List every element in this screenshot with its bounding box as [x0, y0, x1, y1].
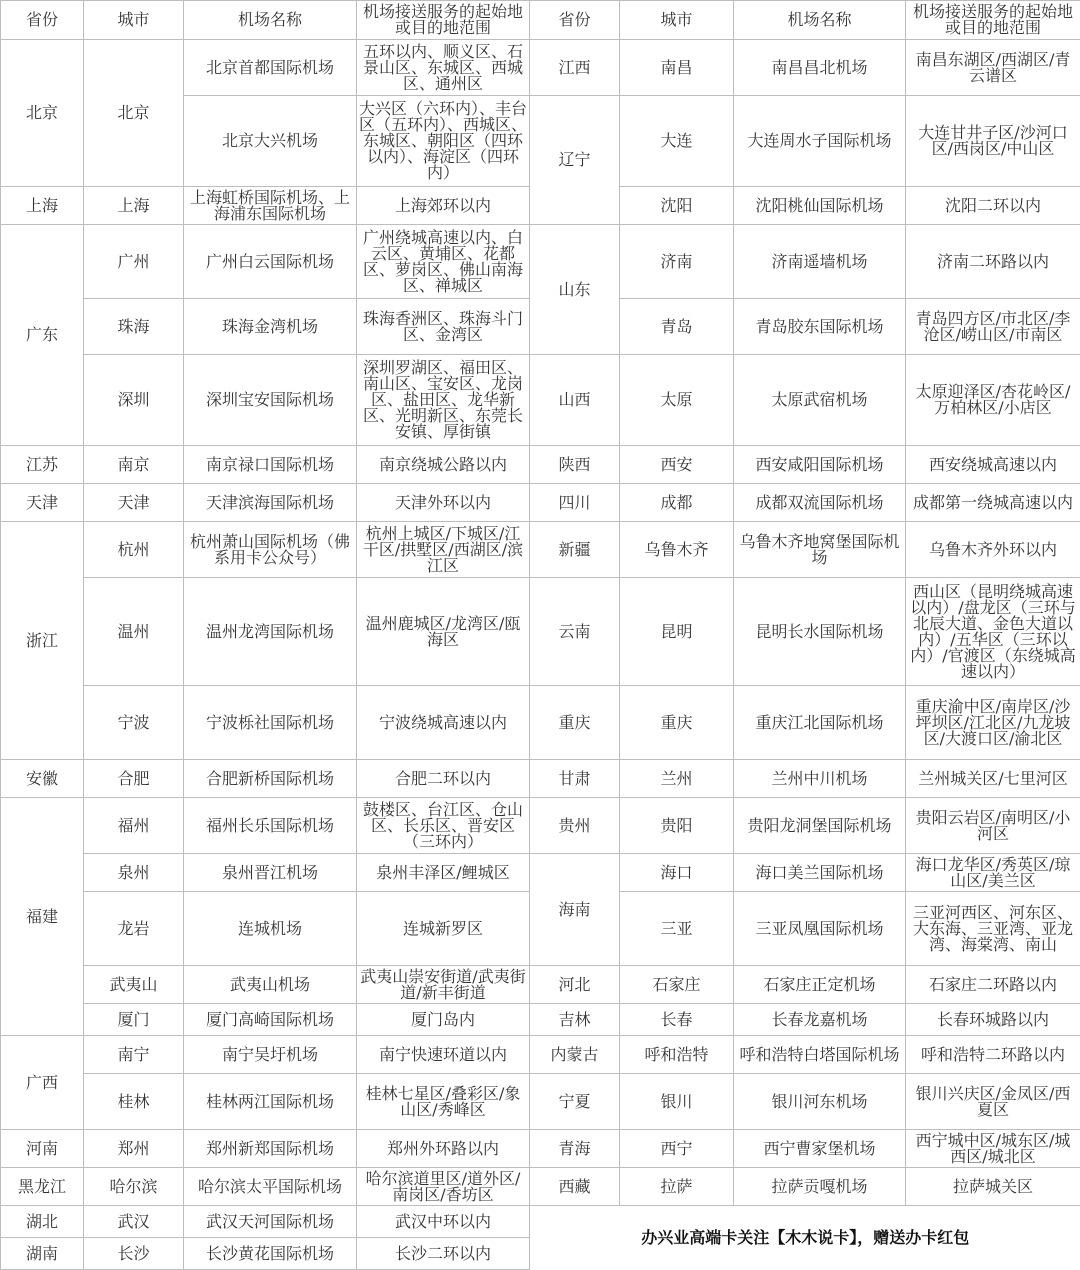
- table-row: [1, 40, 1080, 96]
- province-cell: 湖南: [1, 1238, 84, 1270]
- province-cell: 新疆: [530, 522, 620, 578]
- city-cell: 哈尔滨: [84, 1168, 184, 1206]
- province-cell: 北京: [1, 40, 84, 187]
- range-cell: 呼和浩特二环路以内: [906, 1036, 1080, 1074]
- range-cell: 大兴区（六环内）、丰台区（五环内）、西城区、东城区、朝阳区（四环以内）、海淀区（四环内）: [357, 96, 530, 187]
- range-cell: 南昌东湖区/西湖区/青云谱区: [906, 40, 1080, 96]
- city-cell: 深圳: [84, 355, 184, 446]
- city-cell: 广州: [84, 225, 184, 299]
- table-row: [1, 686, 1080, 760]
- city-cell: 三亚: [620, 892, 734, 966]
- airport-cell: 海口美兰国际机场: [734, 854, 906, 892]
- airport-cell: 武汉天河国际机场: [184, 1206, 357, 1238]
- header-range: 机场接送服务的起始地或目的地范围: [906, 1, 1080, 40]
- range-cell: 长沙二环以内: [357, 1238, 530, 1270]
- province-cell: 云南: [530, 578, 620, 686]
- airport-cell: 杭州萧山国际机场（佛系用卡公众号）: [184, 522, 357, 578]
- city-cell: 郑州: [84, 1130, 184, 1168]
- airport-cell: 南昌昌北机场: [734, 40, 906, 96]
- range-cell: 拉萨城关区: [906, 1168, 1080, 1206]
- city-cell: 宁波: [84, 686, 184, 760]
- airport-cell: 西安咸阳国际机场: [734, 446, 906, 484]
- range-cell: 天津外环以内: [357, 484, 530, 522]
- city-cell: 成都: [620, 484, 734, 522]
- airport-cell: 沈阳桃仙国际机场: [734, 187, 906, 225]
- city-cell: 银川: [620, 1074, 734, 1130]
- range-cell: 合肥二环以内: [357, 760, 530, 798]
- table-row: [1, 1168, 1080, 1206]
- airport-cell: 广州白云国际机场: [184, 225, 357, 299]
- range-cell: 太原迎泽区/杏花岭区/万柏林区/小店区: [906, 355, 1080, 446]
- range-cell: 西宁城中区/城东区/城西区/城北区: [906, 1130, 1080, 1168]
- range-cell: 兰州城关区/七里河区: [906, 760, 1080, 798]
- province-cell: 吉林: [530, 1004, 620, 1036]
- airport-cell: 连城机场: [184, 892, 357, 966]
- airport-cell: 乌鲁木齐地窝堡国际机场: [734, 522, 906, 578]
- city-cell: 珠海: [84, 299, 184, 355]
- table-row: [1, 798, 1080, 854]
- table-row: [1, 854, 1080, 892]
- city-cell: 杭州: [84, 522, 184, 578]
- airport-cell: 长沙黄花国际机场: [184, 1238, 357, 1270]
- province-cell: 甘肃: [530, 760, 620, 798]
- range-cell: 鼓楼区、台江区、仓山区、长乐区、晋安区（三环内）: [357, 798, 530, 854]
- city-cell: 太原: [620, 355, 734, 446]
- province-cell: 贵州: [530, 798, 620, 854]
- airport-cell: 武夷山机场: [184, 966, 357, 1004]
- city-cell: 南宁: [84, 1036, 184, 1074]
- table-row: [1, 578, 1080, 686]
- range-cell: 连城新罗区: [357, 892, 530, 966]
- airport-cell: 贵阳龙洞堡国际机场: [734, 798, 906, 854]
- city-cell: 长春: [620, 1004, 734, 1036]
- city-cell: 武夷山: [84, 966, 184, 1004]
- province-cell: 四川: [530, 484, 620, 522]
- airport-cell: 大连周水子国际机场: [734, 96, 906, 187]
- airport-cell: 北京首都国际机场: [184, 40, 357, 96]
- province-cell: 安徽: [1, 760, 84, 798]
- province-cell: 重庆: [530, 686, 620, 760]
- province-cell: 辽宁: [530, 96, 620, 225]
- table-row: [1, 1036, 1080, 1074]
- province-cell: 浙江: [1, 522, 84, 760]
- province-cell: 广西: [1, 1036, 84, 1130]
- table-row: [1, 355, 1080, 446]
- airport-cell: 南京禄口国际机场: [184, 446, 357, 484]
- province-cell: 内蒙古: [530, 1036, 620, 1074]
- range-cell: 深圳罗湖区、福田区、南山区、宝安区、龙岗区、盐田区、龙华新区、光明新区、东莞长安镇、厚街镇: [357, 355, 530, 446]
- city-cell: 西宁: [620, 1130, 734, 1168]
- province-cell: 河南: [1, 1130, 84, 1168]
- airport-cell: 青岛胶东国际机场: [734, 299, 906, 355]
- province-cell: 山西: [530, 355, 620, 446]
- province-cell: 福建: [1, 798, 84, 1036]
- airport-cell: 厦门高崎国际机场: [184, 1004, 357, 1036]
- table-row: [1, 484, 1080, 522]
- table-row: [1, 225, 1080, 299]
- city-cell: 沈阳: [620, 187, 734, 225]
- airport-cell: 北京大兴机场: [184, 96, 357, 187]
- province-cell: 江西: [530, 40, 620, 96]
- range-cell: 武汉中环以内: [357, 1206, 530, 1238]
- province-cell: 西藏: [530, 1168, 620, 1206]
- airport-cell: 呼和浩特白塔国际机场: [734, 1036, 906, 1074]
- airport-cell: 银川河东机场: [734, 1074, 906, 1130]
- airport-cell: 天津滨海国际机场: [184, 484, 357, 522]
- airport-cell: 温州龙湾国际机场: [184, 578, 357, 686]
- city-cell: 南昌: [620, 40, 734, 96]
- table-row: [1, 1206, 1080, 1238]
- province-cell: 黑龙江: [1, 1168, 84, 1206]
- province-cell: 宁夏: [530, 1074, 620, 1130]
- province-cell: 上海: [1, 187, 84, 225]
- city-cell: 厦门: [84, 1004, 184, 1036]
- province-cell: 山东: [530, 225, 620, 355]
- airport-cell: 重庆江北国际机场: [734, 686, 906, 760]
- city-cell: 泉州: [84, 854, 184, 892]
- airport-cell: 长春龙嘉机场: [734, 1004, 906, 1036]
- province-cell: 河北: [530, 966, 620, 1004]
- city-cell: 合肥: [84, 760, 184, 798]
- range-cell: 三亚河西区、河东区、大东海、三亚湾、亚龙湾、海棠湾、南山: [906, 892, 1080, 966]
- airport-cell: 桂林两江国际机场: [184, 1074, 357, 1130]
- range-cell: 温州鹿城区/龙湾区/瓯海区: [357, 578, 530, 686]
- range-cell: 南京绕城公路以内: [357, 446, 530, 484]
- range-cell: 郑州外环路以内: [357, 1130, 530, 1168]
- table-row: [1, 446, 1080, 484]
- city-cell: 福州: [84, 798, 184, 854]
- airport-cell: 成都双流国际机场: [734, 484, 906, 522]
- airport-cell: 深圳宝安国际机场: [184, 355, 357, 446]
- range-cell: 大连甘井子区/沙河口区/西岗区/中山区: [906, 96, 1080, 187]
- range-cell: 青岛四方区/市北区/李沧区/崂山区/市南区: [906, 299, 1080, 355]
- table-row: [1, 1004, 1080, 1036]
- city-cell: 温州: [84, 578, 184, 686]
- header-city: 城市: [84, 1, 184, 40]
- airport-cell: 南宁吴圩机场: [184, 1036, 357, 1074]
- city-cell: 青岛: [620, 299, 734, 355]
- range-cell: 长春环城路以内: [906, 1004, 1080, 1036]
- range-cell: 贵阳云岩区/南明区/小河区: [906, 798, 1080, 854]
- city-cell: 呼和浩特: [620, 1036, 734, 1074]
- province-cell: 天津: [1, 484, 84, 522]
- city-cell: 石家庄: [620, 966, 734, 1004]
- table-row: [1, 1130, 1080, 1168]
- range-cell: 珠海香洲区、珠海斗门区、金湾区: [357, 299, 530, 355]
- city-cell: 乌鲁木齐: [620, 522, 734, 578]
- table-row: [1, 760, 1080, 798]
- header-airport: 机场名称: [184, 1, 357, 40]
- city-cell: 海口: [620, 854, 734, 892]
- range-cell: 宁波绕城高速以内: [357, 686, 530, 760]
- province-cell: 湖北: [1, 1206, 84, 1238]
- airport-cell: 兰州中川机场: [734, 760, 906, 798]
- airport-cell: 西宁曹家堡机场: [734, 1130, 906, 1168]
- airport-cell: 石家庄正定机场: [734, 966, 906, 1004]
- range-cell: 西山区（昆明绕城高速以内）/盘龙区（三环与北辰大道、金色大道以内）/五华区（三环以内）/官渡区（东绕城高速以内）: [906, 578, 1080, 686]
- airport-cell: 郑州新郑国际机场: [184, 1130, 357, 1168]
- range-cell: 南宁快速环道以内: [357, 1036, 530, 1074]
- airport-cell: 上海虹桥国际机场、上海浦东国际机场: [184, 187, 357, 225]
- airport-cell: 昆明长水国际机场: [734, 578, 906, 686]
- range-cell: 泉州丰泽区/鲤城区: [357, 854, 530, 892]
- header-province: 省份: [530, 1, 620, 40]
- range-cell: 沈阳二环以内: [906, 187, 1080, 225]
- airport-cell: 珠海金湾机场: [184, 299, 357, 355]
- range-cell: 海口龙华区/秀英区/琼山区/美兰区: [906, 854, 1080, 892]
- range-cell: 乌鲁木齐外环以内: [906, 522, 1080, 578]
- range-cell: 银川兴庆区/金凤区/西夏区: [906, 1074, 1080, 1130]
- airport-cell: 太原武宿机场: [734, 355, 906, 446]
- range-cell: 重庆渝中区/南岸区/沙坪坝区/江北区/九龙坡区/大渡口区/渝北区: [906, 686, 1080, 760]
- table-row: [1, 522, 1080, 578]
- airport-cell: 哈尔滨太平国际机场: [184, 1168, 357, 1206]
- airport-cell: 三亚凤凰国际机场: [734, 892, 906, 966]
- range-cell: 广州绕城高速以内、白云区、黄埔区、花都区、萝岗区、佛山南海区、禅城区: [357, 225, 530, 299]
- province-cell: 广东: [1, 225, 84, 446]
- province-cell: 江苏: [1, 446, 84, 484]
- city-cell: 贵阳: [620, 798, 734, 854]
- city-cell: 西安: [620, 446, 734, 484]
- header-city: 城市: [620, 1, 734, 40]
- city-cell: 济南: [620, 225, 734, 299]
- range-cell: 济南二环路以内: [906, 225, 1080, 299]
- table-row: [1, 1074, 1080, 1130]
- range-cell: 武夷山崇安街道/武夷街道/新丰街道: [357, 966, 530, 1004]
- range-cell: 西安绕城高速以内: [906, 446, 1080, 484]
- range-cell: 桂林七星区/叠彩区/象山区/秀峰区: [357, 1074, 530, 1130]
- city-cell: 上海: [84, 187, 184, 225]
- city-cell: 南京: [84, 446, 184, 484]
- airport-cell: 拉萨贡嘎机场: [734, 1168, 906, 1206]
- city-cell: 龙岩: [84, 892, 184, 966]
- airport-cell: 济南遥墙机场: [734, 225, 906, 299]
- province-cell: 青海: [530, 1130, 620, 1168]
- range-cell: 五环以内、顺义区、石景山区、东城区、西城区、通州区: [357, 40, 530, 96]
- airport-cell: 宁波栎社国际机场: [184, 686, 357, 760]
- city-cell: 重庆: [620, 686, 734, 760]
- header-range: 机场接送服务的起始地或目的地范围: [357, 1, 530, 40]
- city-cell: 天津: [84, 484, 184, 522]
- range-cell: 石家庄二环路以内: [906, 966, 1080, 1004]
- city-cell: 兰州: [620, 760, 734, 798]
- table-row: [1, 966, 1080, 1004]
- range-cell: 成都第一绕城高速以内: [906, 484, 1080, 522]
- city-cell: 昆明: [620, 578, 734, 686]
- city-cell: 大连: [620, 96, 734, 187]
- city-cell: 拉萨: [620, 1168, 734, 1206]
- range-cell: 杭州上城区/下城区/江干区/拱墅区/西湖区/滨江区: [357, 522, 530, 578]
- city-cell: 武汉: [84, 1206, 184, 1238]
- header-airport: 机场名称: [734, 1, 906, 40]
- province-cell: 陕西: [530, 446, 620, 484]
- city-cell: 长沙: [84, 1238, 184, 1270]
- city-cell: 桂林: [84, 1074, 184, 1130]
- airport-cell: 泉州晋江机场: [184, 854, 357, 892]
- range-cell: 上海郊环以内: [357, 187, 530, 225]
- range-cell: 厦门岛内: [357, 1004, 530, 1036]
- province-cell: 海南: [530, 854, 620, 966]
- promo-note: 办兴业高端卡关注【木木说卡】，赠送办卡红包: [530, 1206, 1080, 1270]
- header-province: 省份: [1, 1, 84, 40]
- airport-cell: 合肥新桥国际机场: [184, 760, 357, 798]
- range-cell: 哈尔滨道里区/道外区/南岗区/香坊区: [357, 1168, 530, 1206]
- airport-cell: 福州长乐国际机场: [184, 798, 357, 854]
- header-row: [1, 1, 1080, 40]
- city-cell: 北京: [84, 40, 184, 187]
